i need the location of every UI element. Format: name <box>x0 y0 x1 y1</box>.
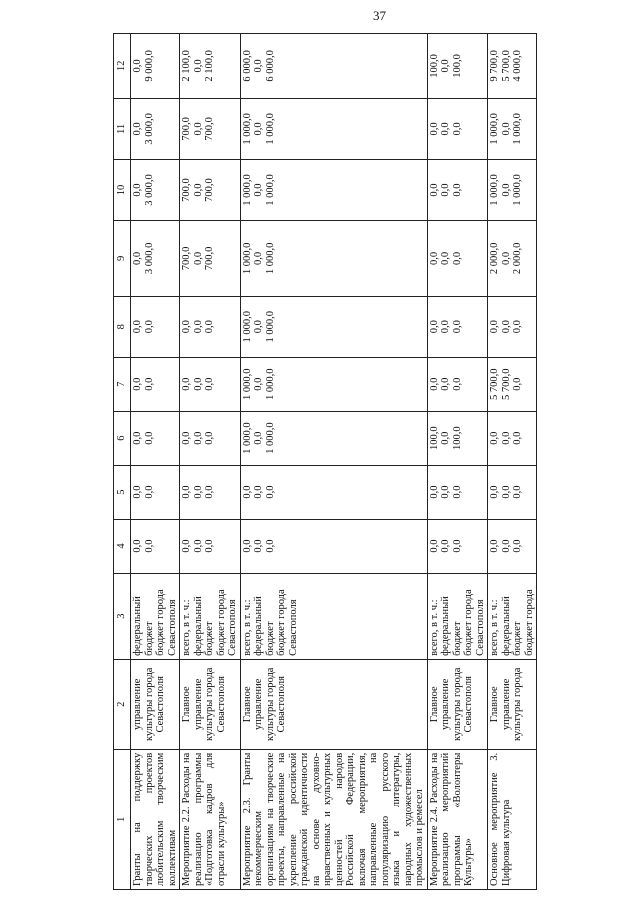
page-number: 37 <box>373 8 386 23</box>
value-line: 0,0 <box>253 59 264 73</box>
value-line: 0,0 <box>440 431 451 445</box>
value-line: 3 000,0 <box>143 113 155 145</box>
value-cell <box>488 296 537 357</box>
value-line: 0,0 <box>204 485 215 499</box>
value-line: 6 000,0 <box>241 50 253 82</box>
rotated-table-area <box>113 33 615 890</box>
value-cell <box>240 296 427 357</box>
value-line: 1 000,0 <box>489 113 500 145</box>
value-cell <box>427 221 488 297</box>
value-line: 0,0 <box>204 377 215 391</box>
value-line: 0,0 <box>192 320 204 334</box>
value-cell <box>240 34 427 99</box>
value-line: 0,0 <box>440 183 451 197</box>
value-line: 0,0 <box>489 320 500 334</box>
funding-source: всего, в т. ч.: <box>181 599 192 656</box>
value-line: 0,0 <box>192 539 204 553</box>
value-line: 0,0 <box>451 320 463 334</box>
value-line: 2 000,0 <box>489 242 500 275</box>
value-line: 0,0 <box>500 183 512 197</box>
funding-source: бюджет города Севастополя <box>276 589 299 656</box>
table-row <box>488 34 537 890</box>
value-line: 100,0 <box>451 54 463 78</box>
value-line: 0,0 <box>181 320 192 334</box>
value-line: 0,0 <box>132 431 143 445</box>
value-line: 0,0 <box>512 320 523 334</box>
measure-name-cell: Мероприятие 2.2. Расходы на реализацию программы «Подготовка кадров для отрасли культуры» <box>180 749 241 889</box>
value-line: 0,0 <box>489 485 500 499</box>
value-cell <box>180 465 241 519</box>
value-line: 0,0 <box>132 485 143 499</box>
value-cell <box>131 98 180 159</box>
value-line: 0,0 <box>512 539 523 553</box>
value-cell <box>488 411 537 465</box>
header-cell: 4 <box>114 519 131 573</box>
value-line: 0,0 <box>451 377 463 391</box>
value-line: 700,0 <box>204 246 215 271</box>
value-line: 0,0 <box>181 431 192 445</box>
value-line: 0,0 <box>428 539 440 553</box>
table-row <box>240 34 427 890</box>
header-cell: 10 <box>114 159 131 220</box>
measure-name-cell: Основное мероприятие 3. Цифровая культура <box>488 749 537 889</box>
value-line: 0,0 <box>451 122 463 136</box>
value-line: 700,0 <box>204 117 215 141</box>
value-line: 0,0 <box>489 431 500 445</box>
value-line: 0,0 <box>143 431 155 445</box>
value-line: 0,0 <box>428 251 440 265</box>
value-line: 0,0 <box>500 431 512 445</box>
table-row <box>427 34 488 890</box>
measure-name-cell: Мероприятие 2.4. Расходы на реализацию мероприятий программы «Волонтеры Культуры» <box>427 749 488 889</box>
value-line: 0,0 <box>204 431 215 445</box>
value-line: 0,0 <box>500 485 512 499</box>
value-line: 0,0 <box>451 183 463 197</box>
value-cell <box>488 465 537 519</box>
value-cell <box>240 357 427 411</box>
header-cell: 6 <box>114 411 131 465</box>
value-line: 1 000,0 <box>512 113 523 145</box>
value-cell <box>427 98 488 159</box>
value-line: 3 000,0 <box>143 242 155 275</box>
value-cell <box>240 221 427 297</box>
value-line: 100,0 <box>451 426 463 450</box>
header-cell: 9 <box>114 221 131 297</box>
value-cell <box>488 34 537 99</box>
value-line: 0,0 <box>440 539 451 553</box>
value-line: 100,0 <box>428 54 440 78</box>
funding-source: бюджет города Севастополя <box>215 589 238 656</box>
value-line: 2 100,0 <box>204 50 215 82</box>
value-line: 0,0 <box>192 59 204 73</box>
value-line: 3 000,0 <box>143 174 155 206</box>
value-line: 100,0 <box>428 426 440 450</box>
value-cell <box>240 98 427 159</box>
value-cell <box>427 465 488 519</box>
executor-cell: Главное управление культуры города <box>488 659 537 749</box>
executor-cell: управление культуры города Севастополя <box>131 659 180 749</box>
value-line: 0,0 <box>264 539 276 553</box>
value-line: 0,0 <box>253 377 264 391</box>
header-cell: 8 <box>114 296 131 357</box>
measure-name-cell: Гранты на поддержку творческих проектов любительским творческим коллективам <box>131 749 180 889</box>
value-line: 0,0 <box>253 539 264 553</box>
value-line: 0,0 <box>192 431 204 445</box>
funding-source: всего, в т. ч.: <box>489 599 500 656</box>
value-cell <box>180 34 241 99</box>
value-cell <box>427 519 488 573</box>
executor-cell: Главное управление культуры города Севастополя <box>180 659 241 749</box>
value-line: 1 000,0 <box>241 310 253 343</box>
header-cell: 7 <box>114 357 131 411</box>
value-cell <box>240 411 427 465</box>
value-line: 1 000,0 <box>512 174 523 206</box>
value-line: 1 000,0 <box>489 174 500 206</box>
value-cell <box>131 296 180 357</box>
value-cell <box>131 221 180 297</box>
value-line: 0,0 <box>512 431 523 445</box>
value-cell <box>180 357 241 411</box>
value-cell <box>131 519 180 573</box>
value-line: 0,0 <box>192 377 204 391</box>
value-line: 0,0 <box>181 485 192 499</box>
table-row <box>131 34 180 890</box>
header-cell: 3 <box>114 573 131 659</box>
value-line: 0,0 <box>253 320 264 334</box>
value-line: 0,0 <box>253 431 264 445</box>
value-line: 0,0 <box>181 539 192 553</box>
value-cell <box>240 519 427 573</box>
value-line: 0,0 <box>440 320 451 334</box>
value-line: 700,0 <box>181 117 192 141</box>
value-line: 0,0 <box>451 251 463 265</box>
value-cell <box>240 465 427 519</box>
value-cell <box>180 519 241 573</box>
value-line: 5 700,0 <box>489 368 500 400</box>
funding-source-cell <box>180 573 241 659</box>
value-line: 0,0 <box>428 183 440 197</box>
funding-source: всего, в т. ч.: <box>428 599 440 656</box>
value-line: 0,0 <box>192 183 204 197</box>
value-line: 0,0 <box>143 539 155 553</box>
value-cell <box>488 159 537 220</box>
value-line: 0,0 <box>143 377 155 391</box>
funding-source: федеральный бюджет <box>253 596 276 656</box>
funding-source-cell <box>131 573 180 659</box>
value-line: 0,0 <box>428 320 440 334</box>
funding-source-cell <box>240 573 427 659</box>
value-line: 1 000,0 <box>241 113 253 145</box>
value-line: 1 000,0 <box>264 113 276 145</box>
value-line: 0,0 <box>132 377 143 391</box>
value-line: 0,0 <box>253 485 264 499</box>
header-cell: 11 <box>114 98 131 159</box>
executor-cell: Главное управление культуры города Севастополя <box>427 659 488 749</box>
value-cell <box>180 296 241 357</box>
table-inner <box>113 33 615 890</box>
value-line: 4 000,0 <box>512 50 523 82</box>
value-cell <box>180 221 241 297</box>
budget-table <box>113 33 537 890</box>
value-line: 0,0 <box>428 377 440 391</box>
value-line: 0,0 <box>500 122 512 136</box>
value-line: 0,0 <box>253 251 264 265</box>
value-line: 0,0 <box>132 539 143 553</box>
header-cell: 5 <box>114 465 131 519</box>
header-cell: 1 <box>114 749 131 889</box>
value-line: 0,0 <box>512 377 523 391</box>
value-line: 0,0 <box>132 183 143 197</box>
value-cell <box>240 159 427 220</box>
value-line: 1 000,0 <box>241 422 253 454</box>
header-row <box>114 34 131 890</box>
value-cell <box>488 357 537 411</box>
funding-source: бюджет города <box>523 589 535 656</box>
value-line: 0,0 <box>132 59 143 73</box>
value-cell <box>180 98 241 159</box>
value-cell <box>131 159 180 220</box>
value-line: 0,0 <box>143 485 155 499</box>
value-line: 0,0 <box>241 485 253 499</box>
value-cell <box>427 296 488 357</box>
funding-source: федеральный бюджет <box>192 596 215 656</box>
value-line: 1 000,0 <box>264 422 276 454</box>
value-line: 0,0 <box>143 320 155 334</box>
value-cell <box>427 357 488 411</box>
value-line: 0,0 <box>192 485 204 499</box>
value-line: 0,0 <box>500 320 512 334</box>
funding-source-cell <box>488 573 537 659</box>
funding-source: бюджет города Севастополя <box>463 589 486 656</box>
funding-source: всего, в т. ч.: <box>241 599 253 656</box>
value-line: 0,0 <box>440 485 451 499</box>
table-row <box>180 34 241 890</box>
header-cell: 2 <box>114 659 131 749</box>
value-line: 9 700,0 <box>489 50 500 82</box>
value-line: 700,0 <box>181 178 192 202</box>
value-line: 700,0 <box>181 246 192 271</box>
value-line: 0,0 <box>192 251 204 265</box>
value-line: 0,0 <box>451 485 463 499</box>
value-line: 0,0 <box>181 377 192 391</box>
value-cell <box>427 411 488 465</box>
value-cell <box>488 519 537 573</box>
value-line: 0,0 <box>440 377 451 391</box>
value-cell <box>131 411 180 465</box>
value-line: 0,0 <box>204 320 215 334</box>
value-line: 1 000,0 <box>264 368 276 400</box>
value-cell <box>131 34 180 99</box>
funding-source: бюджет города Севастополя <box>155 589 178 656</box>
value-line: 700,0 <box>204 178 215 202</box>
value-line: 1 000,0 <box>241 174 253 206</box>
value-line: 0,0 <box>440 59 451 73</box>
value-line: 0,0 <box>489 539 500 553</box>
funding-source: федеральный бюджет <box>440 596 463 656</box>
value-line: 2 000,0 <box>512 242 523 275</box>
value-cell <box>488 98 537 159</box>
funding-source: федеральный бюджет <box>132 596 155 656</box>
value-line: 5 700,0 <box>500 50 512 82</box>
funding-source: федеральный бюджет <box>500 596 523 656</box>
value-line: 0,0 <box>241 539 253 553</box>
value-line: 0,0 <box>440 251 451 265</box>
value-line: 0,0 <box>428 485 440 499</box>
value-line: 0,0 <box>428 122 440 136</box>
value-line: 0,0 <box>132 320 143 334</box>
value-line: 0,0 <box>512 485 523 499</box>
header-cell: 12 <box>114 34 131 99</box>
measure-name-cell: Мероприятие 2.3. Гранты некоммерческим организациям на творческие проекты, направленные на укрепление российской гражданской идентичности на основе духовно-нравственных и культурных ценностей народов Российской Федерации, включая мероприятия, направленные на популяризацию русского языка и литературы, народных художественных промыслов и ремесел <box>240 749 427 889</box>
value-line: 0,0 <box>264 485 276 499</box>
value-cell <box>131 465 180 519</box>
value-cell <box>180 159 241 220</box>
table-body <box>131 34 537 890</box>
value-cell <box>427 34 488 99</box>
funding-source-cell <box>427 573 488 659</box>
value-line: 0,0 <box>440 122 451 136</box>
value-line: 6 000,0 <box>264 50 276 82</box>
value-line: 0,0 <box>451 539 463 553</box>
value-line: 0,0 <box>253 122 264 136</box>
value-line: 1 000,0 <box>241 368 253 400</box>
value-line: 0,0 <box>500 251 512 265</box>
value-line: 0,0 <box>132 251 143 265</box>
value-line: 1 000,0 <box>264 242 276 275</box>
value-line: 0,0 <box>192 122 204 136</box>
value-cell <box>488 221 537 297</box>
value-line: 1 000,0 <box>264 310 276 343</box>
value-cell <box>180 411 241 465</box>
value-line: 1 000,0 <box>241 242 253 275</box>
value-cell <box>131 357 180 411</box>
value-line: 0,0 <box>500 539 512 553</box>
value-line: 9 000,0 <box>143 50 155 82</box>
value-line: 0,0 <box>253 183 264 197</box>
value-line: 5 700,0 <box>500 368 512 400</box>
value-line: 0,0 <box>204 539 215 553</box>
executor-cell: Главное управление культуры города Севастополя <box>240 659 427 749</box>
value-line: 0,0 <box>132 122 143 136</box>
value-cell <box>427 159 488 220</box>
value-line: 2 100,0 <box>181 50 192 82</box>
value-line: 1 000,0 <box>264 174 276 206</box>
